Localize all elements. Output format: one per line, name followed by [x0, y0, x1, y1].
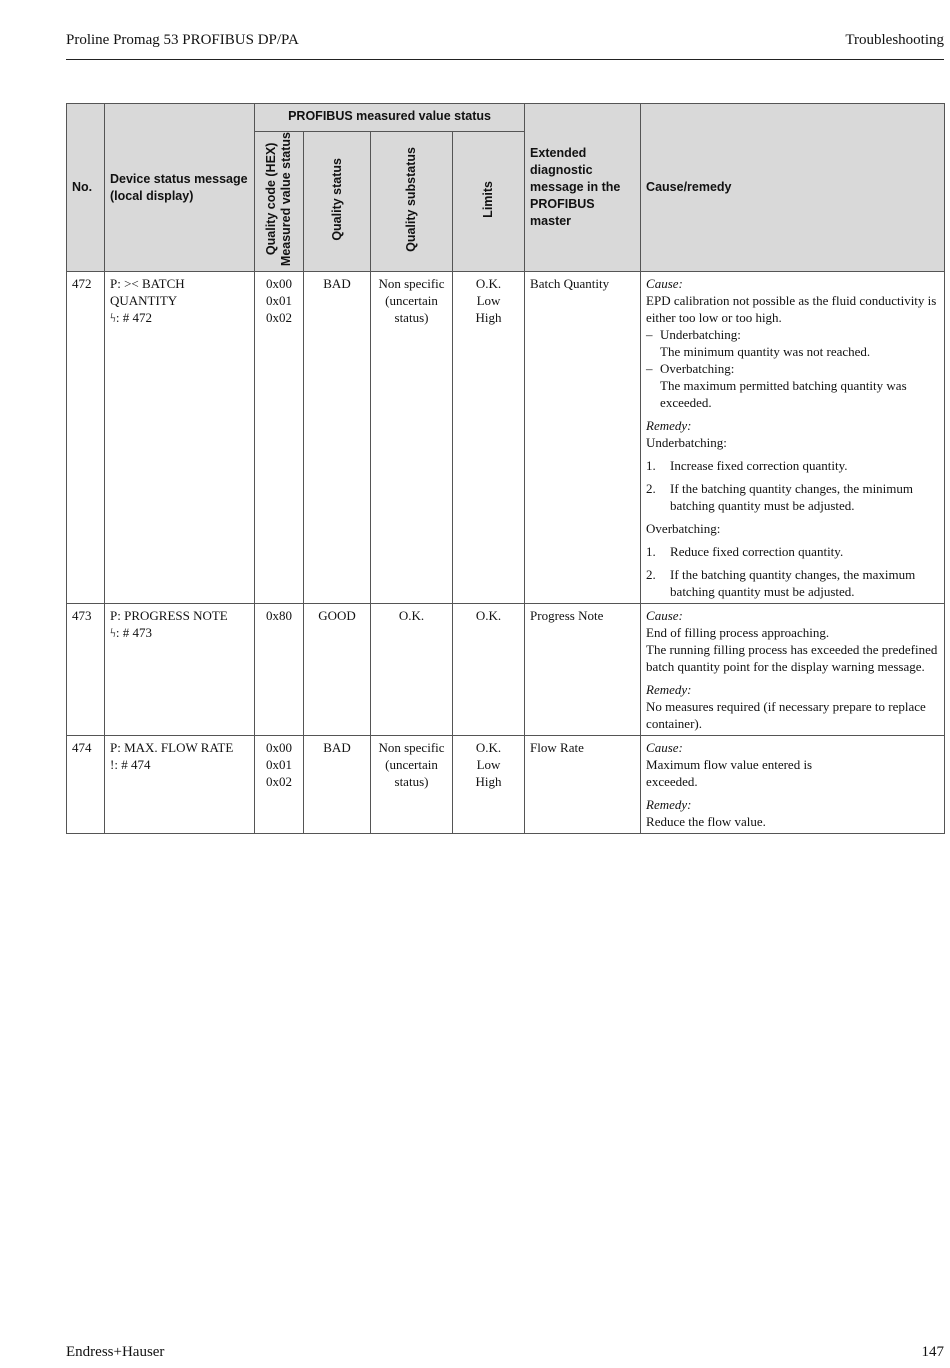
cell-cause-remedy	[641, 604, 945, 736]
step-text: If the batching quantity changes, the maximum batching quantity must be adjusted.	[670, 567, 916, 600]
cell-quality-status: GOOD	[304, 604, 371, 736]
list-item	[646, 326, 939, 360]
substatus-line: status)	[394, 310, 429, 326]
cell-quality-status: BAD	[304, 272, 371, 604]
device-status-line: P: MAX. FLOW RATE	[110, 740, 234, 756]
quality-status-label: Quality status	[329, 157, 344, 241]
col-header-quality-status	[304, 132, 371, 272]
cell-extended-diagnostic: Batch Quantity	[525, 272, 641, 604]
dash-marker: –	[646, 327, 653, 343]
cell-no: 473	[67, 604, 105, 736]
substatus-line: Non specific	[378, 740, 445, 756]
quality-code-value: 0x00	[266, 740, 292, 756]
cause-label: Cause:	[646, 276, 683, 292]
page-footer	[66, 1344, 944, 1364]
list-item	[646, 566, 939, 600]
quality-code-value: 0x00	[266, 276, 292, 292]
limit-value: High	[475, 774, 502, 790]
limits-label: Limits	[481, 180, 496, 218]
device-status-line: P: >< BATCH	[110, 276, 185, 292]
remedy-subheading: Overbatching:	[646, 521, 721, 537]
status-message-table	[66, 103, 945, 834]
quality-substatus-label: Quality substatus	[404, 146, 418, 252]
dash-item-title: Underbatching:	[660, 327, 741, 343]
substatus-line: (uncertain	[385, 757, 438, 773]
col-header-no: No.	[67, 104, 105, 272]
cell-device-status	[105, 736, 255, 834]
col-header-quality-code	[255, 132, 304, 272]
quality-code-value: 0x01	[266, 293, 292, 309]
cell-limits: O.K.	[453, 604, 525, 736]
step-text: Reduce fixed correction quantity.	[670, 544, 844, 560]
substatus-line: Non specific	[378, 276, 445, 292]
table-row	[67, 272, 945, 604]
limit-value: Low	[476, 757, 501, 773]
device-status-code: !: # 474	[110, 757, 151, 773]
dash-item-text: The minimum quantity was not reached.	[660, 344, 871, 360]
cell-extended-diagnostic: Progress Note	[525, 604, 641, 736]
dash-item-title: Overbatching:	[660, 361, 735, 377]
limit-value: High	[475, 310, 502, 326]
remedy-subheading: Underbatching:	[646, 435, 727, 451]
cell-cause-remedy	[641, 272, 945, 604]
col-header-extended-diagnostic: Extended diagnostic message in the PROFIBUS master	[525, 104, 641, 272]
cell-limits	[453, 736, 525, 834]
cause-label: Cause:	[646, 740, 683, 756]
cell-quality-substatus	[371, 736, 453, 834]
remedy-text: No measures required (if necessary prepare to replace container).	[646, 699, 926, 732]
device-status-line: QUANTITY	[110, 293, 178, 309]
substatus-line: (uncertain	[385, 293, 438, 309]
substatus-line: status)	[394, 774, 429, 790]
list-item	[646, 480, 939, 514]
col-header-cause-remedy: Cause/remedy	[641, 104, 945, 272]
list-item	[646, 457, 939, 474]
cause-text: exceeded.	[646, 774, 698, 790]
step-number: 2.	[646, 567, 656, 583]
dash-item-text: The maximum permitted batching quantity was exceeded.	[660, 378, 907, 411]
col-header-device-status: Device status message (local display)	[105, 104, 255, 272]
header-section-title: Troubleshooting	[845, 32, 944, 48]
step-number: 1.	[646, 458, 656, 474]
measured-value-status-label: Measured value status	[279, 132, 293, 267]
cause-text: Maximum flow value entered is	[646, 757, 813, 773]
list-item	[646, 543, 939, 560]
cell-cause-remedy	[641, 736, 945, 834]
remedy-text: Reduce the flow value.	[646, 814, 766, 830]
footer-company: Endress+Hauser	[66, 1344, 165, 1360]
remedy-label: Remedy:	[646, 797, 692, 813]
quality-code-value: 0x02	[266, 774, 292, 790]
cell-quality-status: BAD	[304, 736, 371, 834]
col-header-quality-substatus	[371, 132, 453, 272]
cell-no: 474	[67, 736, 105, 834]
step-number: 1.	[646, 544, 656, 560]
limit-value: O.K.	[475, 276, 502, 292]
cell-quality-code: 0x80	[255, 604, 304, 736]
cause-label: Cause:	[646, 608, 683, 624]
col-header-profibus-group: PROFIBUS measured value status	[255, 104, 525, 132]
device-status-line: P: PROGRESS NOTE	[110, 608, 228, 624]
cell-quality-substatus	[371, 272, 453, 604]
cell-quality-substatus: O.K.	[371, 604, 453, 736]
quality-code-value: 0x01	[266, 757, 292, 773]
cell-no: 472	[67, 272, 105, 604]
device-status-code: ϟ: # 473	[110, 625, 152, 641]
quality-code-value: 0x02	[266, 310, 292, 326]
step-text: Increase fixed correction quantity.	[670, 458, 848, 474]
header-row-top	[67, 104, 945, 132]
cause-text: EPD calibration not possible as the fluid conductivity is either too low or too high.	[646, 293, 937, 326]
limit-value: Low	[476, 293, 501, 309]
step-text: If the batching quantity changes, the minimum batching quantity must be adjusted.	[670, 481, 914, 514]
remedy-label: Remedy:	[646, 682, 692, 698]
remedy-label: Remedy:	[646, 418, 692, 434]
dash-marker: –	[646, 361, 653, 377]
cause-text: The running filling process has exceeded the predefined batch quantity point for the display warning message.	[646, 642, 938, 675]
step-number: 2.	[646, 481, 656, 497]
table-row	[67, 736, 945, 834]
limit-value: O.K.	[475, 740, 502, 756]
header-document-title: Proline Promag 53 PROFIBUS DP/PA	[66, 32, 299, 48]
list-item	[646, 360, 939, 411]
page-number: 147	[921, 1344, 944, 1360]
page-header	[66, 30, 944, 60]
cause-text: End of filling process approaching.	[646, 625, 830, 641]
quality-code-label: Quality code (HEX)	[264, 142, 278, 256]
cell-device-status	[105, 604, 255, 736]
cell-extended-diagnostic: Flow Rate	[525, 736, 641, 834]
col-header-limits	[453, 132, 525, 272]
table-row	[67, 604, 945, 736]
cell-device-status	[105, 272, 255, 604]
cell-quality-code	[255, 736, 304, 834]
device-status-code: ϟ: # 472	[110, 310, 152, 326]
cell-limits	[453, 272, 525, 604]
cell-quality-code	[255, 272, 304, 604]
